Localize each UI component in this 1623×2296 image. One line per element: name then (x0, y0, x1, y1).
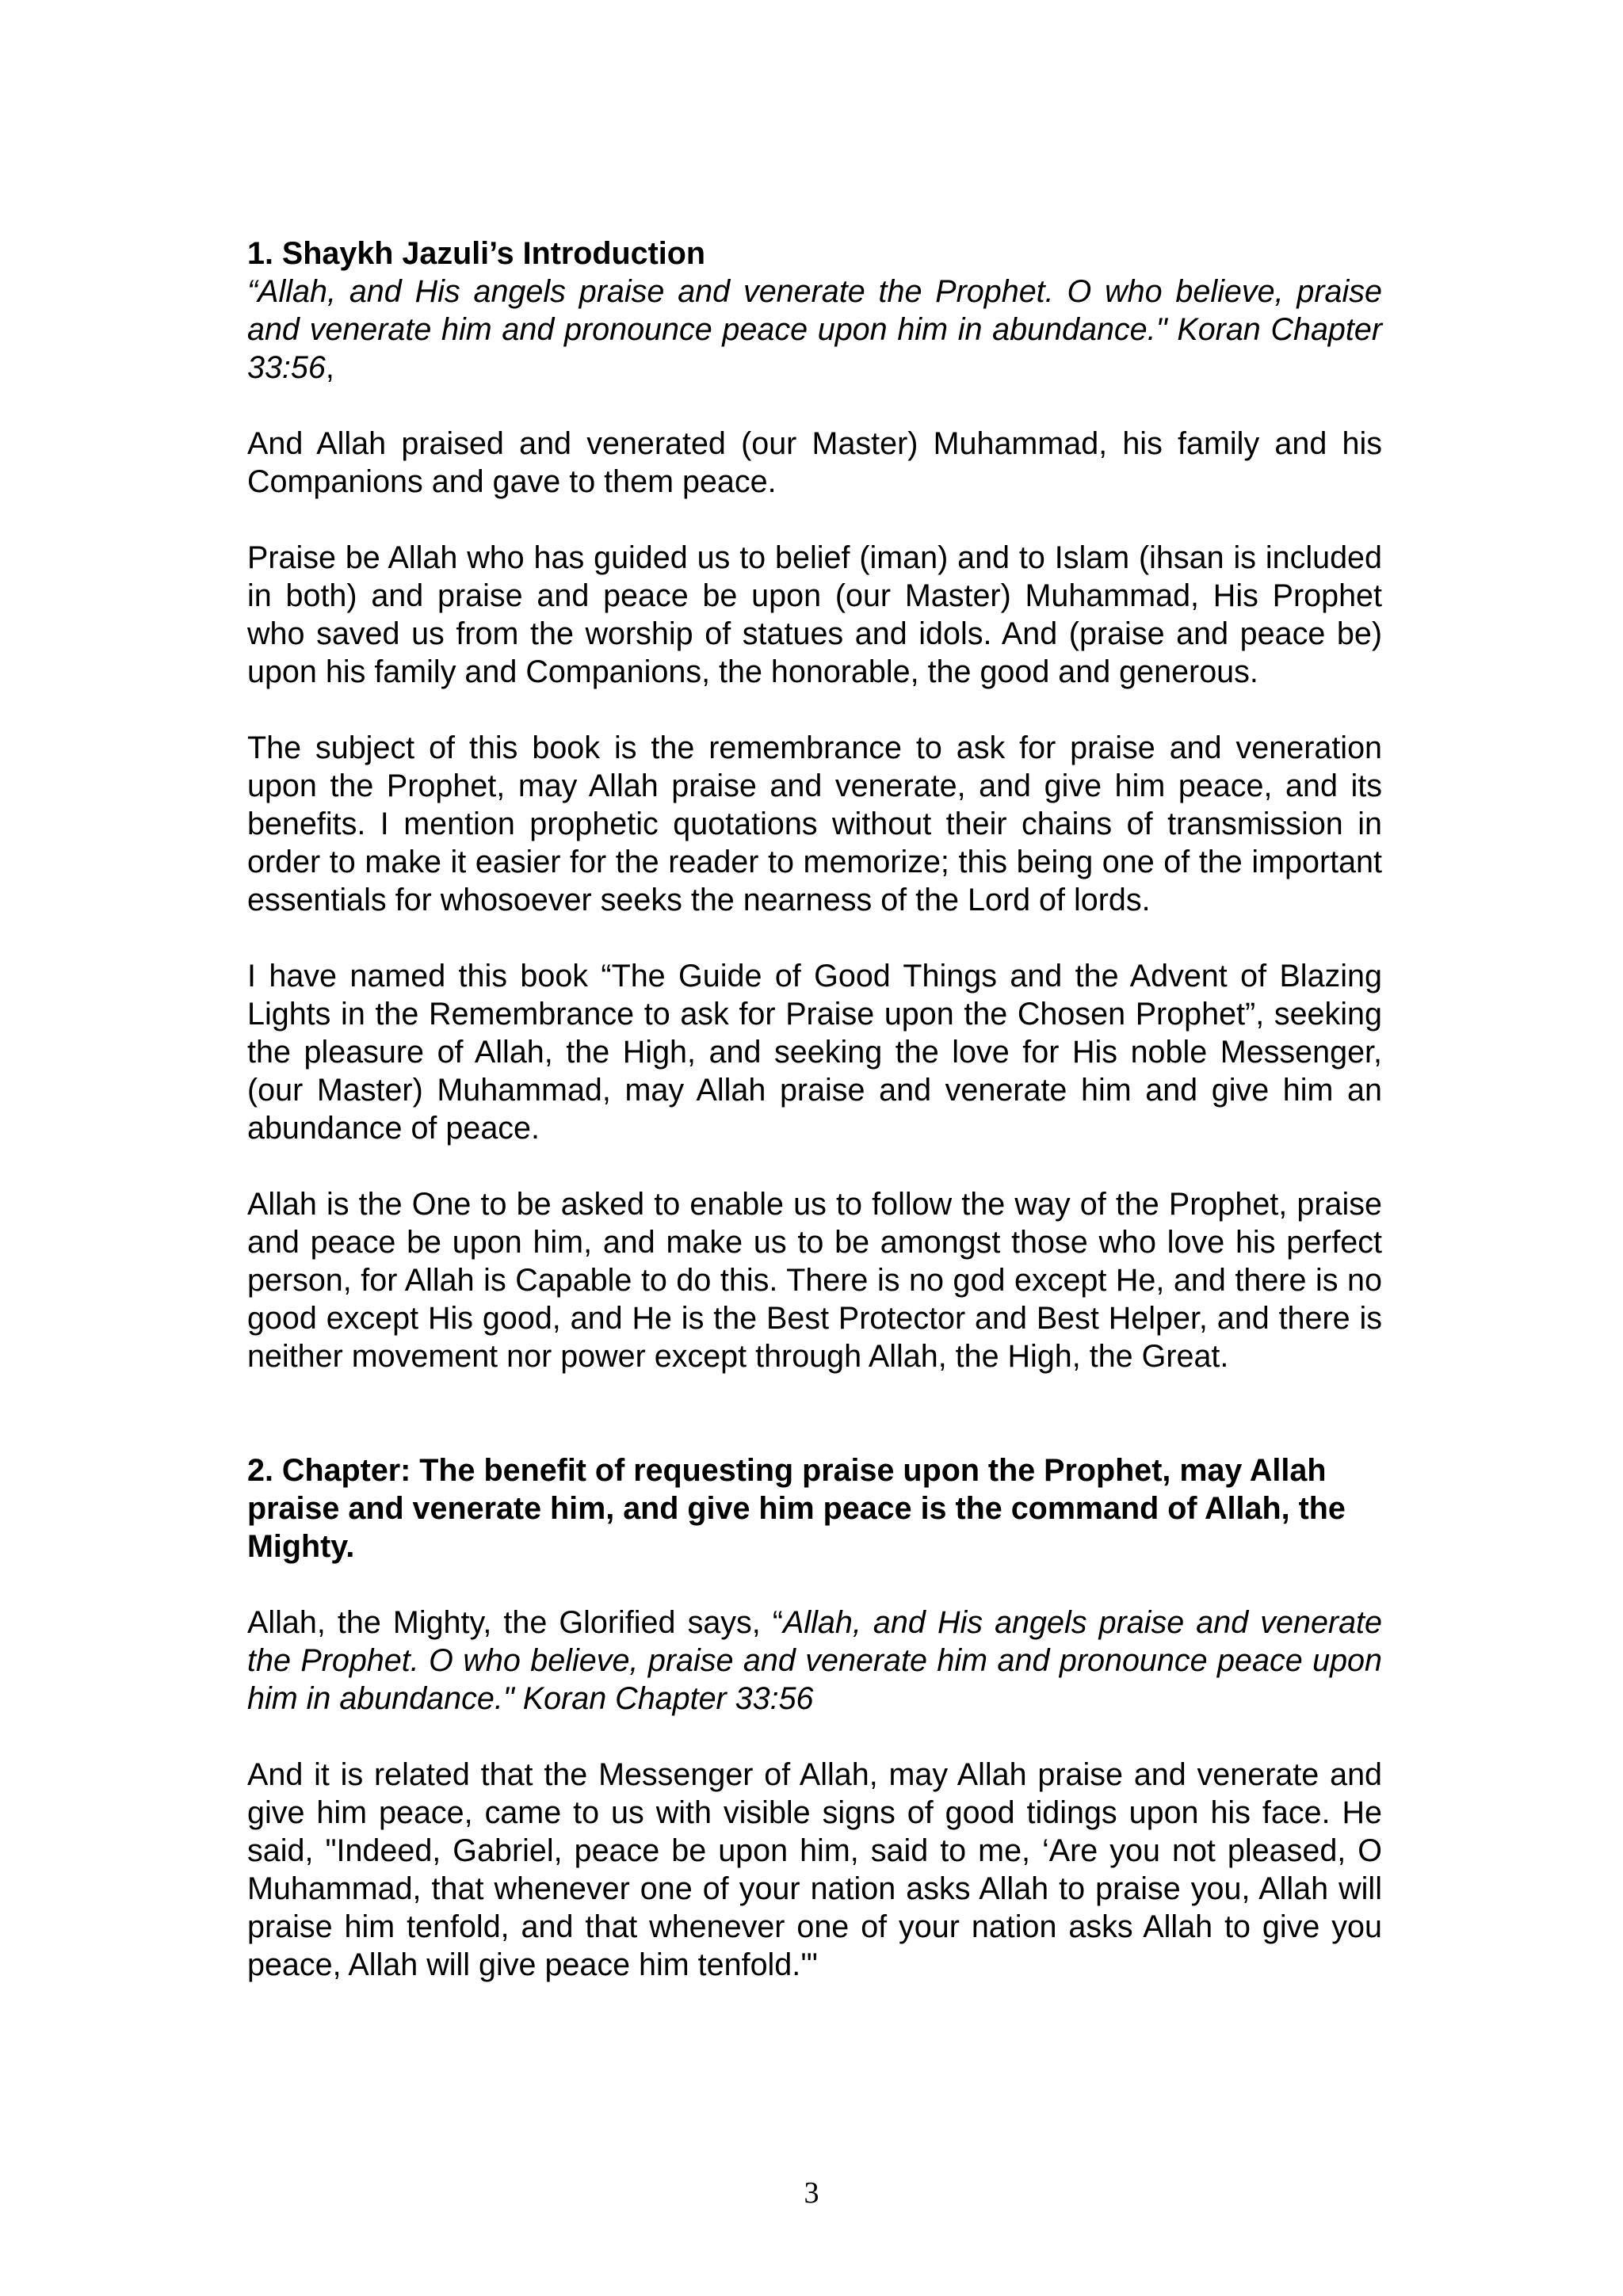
paragraph-4: I have named this book “The Guide of Good Things and the Advent of Blazing Lights in the Remembrance to ask for Praise upon the Chosen Prophet”, seeking the pleasure of Allah, the High, and seeking the love for His noble Messenger, (our Master) Muhammad, may Allah praise and venerate him and give him an abundance of peace. (247, 959, 1382, 1146)
paragraph-1: And Allah praised and venerated (our Master) Muhammad, his family and his Companions and gave to them peace. (247, 426, 1382, 499)
quran-quote-2: Allah, and His angels praise and venerate the Prophet. O who believe, praise and venerate him and pronounce peace upon him in abundance." Koran Chapter 33:56 (247, 1605, 1382, 1716)
section-1-quote (247, 273, 1382, 387)
section-2-paragraph: And it is related that the Messenger of Allah, may Allah praise and venerate and give him peace, came to us with visible signs of good tidings upon his face. He said, "Indeed, Gabriel, peace be upon him, said to me, ‘Are you not pleased, O Muhammad, that whenever one of your nation asks Allah to praise you, Allah will praise him tenfold, and that whenever one of your nation asks Allah to give you peace, Allah will give peace him tenfold.'" (247, 1757, 1382, 1982)
quran-quote: “Allah, and His angels praise and venerate the Prophet. O who believe, praise and venerate him and pronounce peace upon him in abundance." Koran Chapter 33:56 (247, 274, 1382, 385)
section-2-heading: 2. Chapter: The benefit of requesting praise upon the Prophet, may Allah praise and venerate him, and give him peace is the command of Allah, the Mighty. (247, 1453, 1346, 1564)
paragraph-2: Praise be Allah who has guided us to belief (iman) and to Islam (ihsan is included in both) and praise and peace be upon (our Master) Muhammad, His Prophet who saved us from the worship of statues and idols. And (praise and peace be) upon his family and Companions, the honorable, the good and generous. (247, 540, 1382, 689)
intro-plain-text: Allah, the Mighty, the Glorified says, “ (247, 1605, 784, 1640)
document-page (247, 235, 1382, 1984)
section-2-intro (247, 1604, 1382, 1718)
quote-trailing-comma: , (325, 350, 334, 385)
paragraph-3: The subject of this book is the remembrance to ask for praise and veneration upon the Prophet, may Allah praise and venerate, and give him peace, and its benefits. I mention prophetic quotations without their chains of transmission in order to make it easier for the reader to memorize; this being one of the important essentials for whosoever seeks the nearness of the Lord of lords. (247, 730, 1382, 917)
page-number: 3 (804, 2176, 819, 2210)
paragraph-5: Allah is the One to be asked to enable us to follow the way of the Prophet, praise and peace be upon him, and make us to be amongst those who love his perfect person, for Allah is Capable to do this. There is no god except He, and there is no good except His good, and He is the Best Protector and Best Helper, and there is neither movement nor power except through Allah, the High, the Great. (247, 1187, 1382, 1374)
section-1-heading: 1. Shaykh Jazuli’s Introduction (247, 236, 705, 271)
